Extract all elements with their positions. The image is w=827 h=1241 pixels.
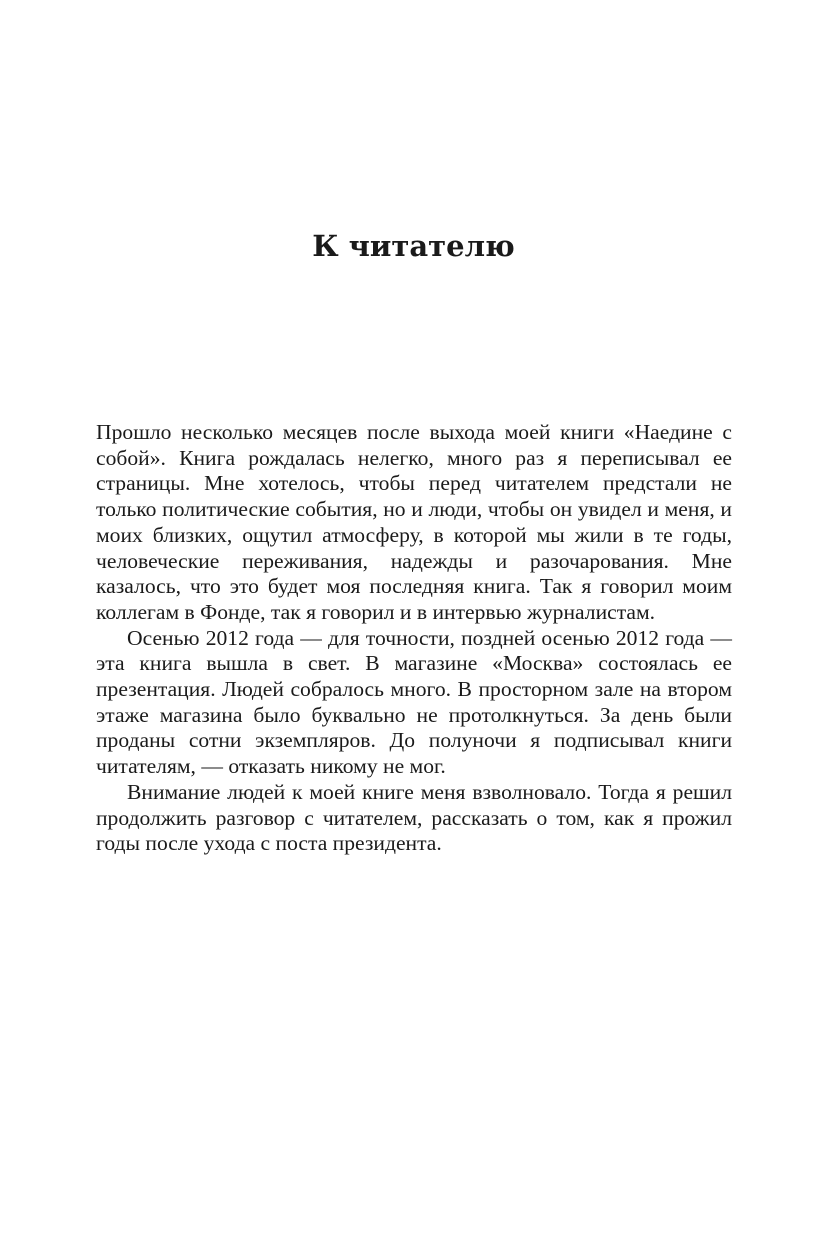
chapter-title: К читателю (312, 229, 515, 263)
paragraph-2: Осенью 2012 года — для точности, поздней осенью 2012 года — эта книга вышла в свет. В магазине «Москва» состоялась ее презентация. Людей собралось много. В просторном зале на втором этаже магазина было буквально не протолкнуться. За день были проданы сотни экземпляров. До полуночи я подписывал книги читателям, — отказать никому не мог. (96, 625, 732, 779)
paragraph-1: Прошло несколько месяцев после выхода моей книги «Наедине с собой». Книга рождалась нелегко, много раз я переписывал ее страницы. Мне хотелось, чтобы перед читателем предстали не только политические события, но и люди, чтобы он увидел и меня, и моих близких, ощутил атмосферу, в которой мы жили в те годы, человеческие переживания, надежды и разочарования. Мне казалось, что это будет моя последняя книга. Так я говорил моим коллегам в Фонде, так я говорил и в интервью журналистам. (96, 420, 732, 624)
chapter-body (96, 420, 732, 857)
paragraph-3: Внимание людей к моей книге меня взволновало. Тогда я решил продолжить разговор с читателем, рассказать о том, как я прожил годы после ухода с поста президента. (96, 779, 732, 856)
